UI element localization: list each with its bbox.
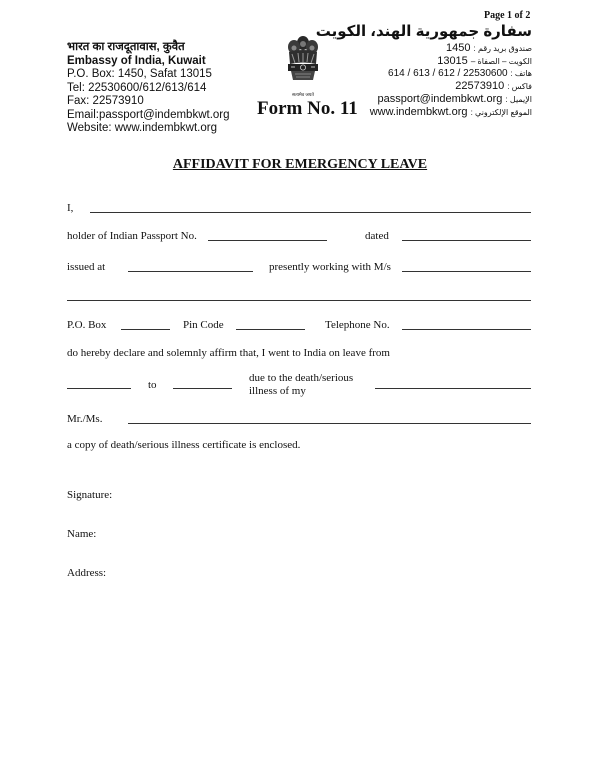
arabic-phone-label: هاتف : <box>510 69 532 78</box>
arabic-po-box-line <box>316 42 532 55</box>
embassy-address-english <box>67 41 230 136</box>
to-label: to <box>148 379 157 391</box>
arabic-city-label: الكويت – الصفاة – <box>470 57 532 66</box>
arabic-city-line <box>316 55 532 68</box>
relative-name-line[interactable] <box>128 423 531 424</box>
embassy-name-english: Embassy of India, Kuwait <box>67 54 206 67</box>
certificate-text: a copy of death/serious illness certificate is enclosed. <box>67 439 301 451</box>
po-box-label: P.O. Box <box>67 319 107 331</box>
leave-to-line[interactable] <box>173 388 232 389</box>
page-indicator: Page 1 of 2 <box>484 10 531 21</box>
arabic-po-box-label: صندوق بريد رقم : <box>473 44 532 53</box>
name-field-line[interactable] <box>90 212 531 213</box>
mr-ms-label: Mr./Ms. <box>67 413 103 425</box>
passport-number-line[interactable] <box>208 240 327 241</box>
affidavit-title: AFFIDAVIT FOR EMERGENCY LEAVE <box>172 157 428 172</box>
arabic-fax-line <box>316 80 532 93</box>
arabic-email-label: الإيميل : <box>505 95 532 104</box>
arabic-email-line <box>316 93 532 106</box>
arabic-phone-line <box>316 68 532 80</box>
issued-at-label: issued at <box>67 261 106 273</box>
telephone-line[interactable] <box>402 329 531 330</box>
po-box-line-field[interactable] <box>121 329 170 330</box>
employer-continuation-line[interactable] <box>67 300 531 301</box>
due-to-line-2: illness of my <box>249 385 306 397</box>
due-to-text <box>249 372 353 398</box>
arabic-fax-value: 22573910 <box>455 80 505 92</box>
passport-date-line[interactable] <box>402 240 531 241</box>
po-box-line: P.O. Box: 1450, Safat 13015 <box>67 68 212 80</box>
website-line: Website: www.indembkwt.org <box>67 122 217 134</box>
employer-line[interactable] <box>402 271 531 272</box>
arabic-fax-label: فاكس : <box>507 82 532 91</box>
dated-label: dated <box>365 230 389 242</box>
embassy-address-arabic <box>316 22 532 119</box>
issued-at-line[interactable] <box>128 271 253 272</box>
arabic-website-line <box>316 106 532 119</box>
relation-line[interactable] <box>375 388 531 389</box>
arabic-website-label: الموقع الإلكتروني : <box>470 108 532 117</box>
email-line: Email:passport@indembkwt.org <box>67 108 230 121</box>
address-label: Address: <box>67 567 107 579</box>
i-label: I, <box>67 202 74 214</box>
telephone-line: Tel: 22530600/612/613/614 <box>67 81 207 94</box>
embassy-name-arabic: سفارة جمهورية الهند، الكويت <box>315 23 532 40</box>
arabic-phone-value: 614 / 613 / 612 / 22530600 <box>388 68 508 79</box>
arabic-city-value: 13015 <box>437 55 468 67</box>
declaration-text: do hereby declare and solemnly affirm that, I went to India on leave from <box>67 347 390 359</box>
signature-label: Signature: <box>67 489 113 501</box>
passport-holder-label: holder of Indian Passport No. <box>67 230 197 242</box>
form-number: Form No. 11 <box>257 98 358 119</box>
emblem-motto: सत्यमेव जयते <box>292 92 314 97</box>
telephone-label: Telephone No. <box>325 319 390 331</box>
arabic-po-box-value: 1450 <box>446 42 471 54</box>
name-label: Name: <box>67 528 97 540</box>
working-with-label: presently working with M/s <box>269 261 391 273</box>
arabic-website-value: www.indembkwt.org <box>369 106 468 118</box>
arabic-email-value: passport@indembkwt.org <box>377 93 503 105</box>
due-to-line-1: due to the death/serious <box>249 372 354 384</box>
embassy-name-hindi: भारत का राजदूतावास, कुवैत <box>67 41 185 53</box>
pin-code-label: Pin Code <box>183 319 224 331</box>
pin-code-line[interactable] <box>236 329 305 330</box>
fax-line: Fax: 22573910 <box>67 95 144 107</box>
leave-from-line[interactable] <box>67 388 131 389</box>
